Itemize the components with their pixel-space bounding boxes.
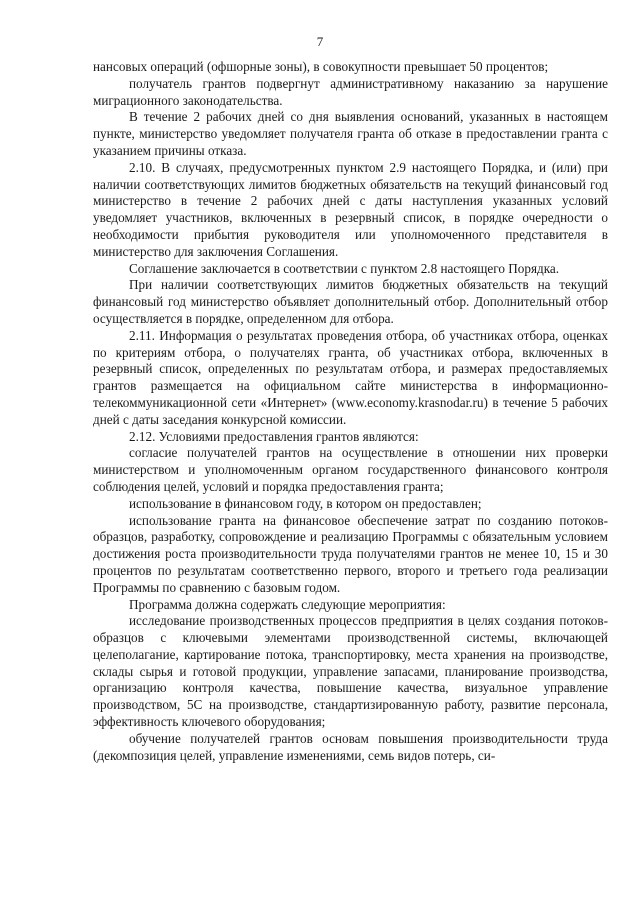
- paragraph: 2.11. Информация о результатах проведения отбора, об участниках отбора, оценках по критериям отбора, о получателях гранта, об участниках отбора, включенных в резервный список, определенных по результатам отбора, и размерах предоставляемых грантов размещается на официальном сайте министерства в информационно-телекоммуникационной сети «Интернет» (www.economy.krasnodar.ru) в течение 5 рабочих дней с даты заседания конкурсной комиссии.: [93, 327, 608, 427]
- page-number: 7: [316, 34, 324, 49]
- paragraph: использование в финансовом году, в котором он предоставлен;: [129, 495, 482, 511]
- paragraph: В течение 2 рабочих дней со дня выявления оснований, указанных в настоящем пункте, министерство уведомляет получателя гранта об отказе в предоставлении гранта с указанием причины отказа.: [93, 109, 608, 158]
- paragraph: 2.10. В случаях, предусмотренных пунктом 2.9 настоящего Порядка, и (или) при наличии соответствующих лимитов бюджетных обязательств на текущий финансовый год министерство в течение 2 рабочих дней с даты наступления указанных условий уведомляет участников, включенных в резервный список, в порядке очередности о необходимости прибытия руководителя или уполномоченного представителя в министерство для заключения Соглашения.: [93, 159, 608, 259]
- paragraph: исследование производственных процессов предприятия в целях создания потоков-образцов с ключевыми элементами производственной системы, включающей целеполагание, картирование потока, транспортировку, места хранения на производстве, склады сырья и готовой продукции, управление запасами, планирование производства, организацию контроля качества, повышение качества, визуальное управление производством, 5С на производстве, стандартизированную работу, развитие персонала, эффективность ключевого оборудования;: [93, 613, 608, 730]
- body-text: [93, 59, 608, 764]
- paragraph: Программа должна содержать следующие мероприятия:: [129, 596, 446, 612]
- paragraph: 2.12. Условиями предоставления грантов являются:: [129, 428, 419, 444]
- paragraph: получатель грантов подвергнут административному наказанию за нарушение миграционного законодательства.: [93, 75, 608, 108]
- paragraph: Соглашение заключается в соответствии с пунктом 2.8 настоящего Порядка.: [129, 260, 560, 276]
- paragraph: При наличии соответствующих лимитов бюджетных обязательств на текущий финансовый год министерство объявляет дополнительный отбор. Дополнительный отбор осуществляется в порядке, определенном для отбора.: [93, 277, 608, 326]
- paragraph: согласие получателей грантов на осуществление в отношении них проверки министерством и уполномоченным органом государственного финансового контроля соблюдения целей, условий и порядка предоставления гранта;: [93, 445, 608, 494]
- paragraph: нансовых операций (офшорные зоны), в совокупности превышает 50 процентов;: [93, 59, 549, 74]
- paragraph: использование гранта на финансовое обеспечение затрат по созданию потоков-образцов, разработку, сопровождение и реализацию Программы с обязательным условием достижения роста производительности труда получателями грантов не менее 10, 15 и 30 процентов по результатам соответственно первого, второго и третьего года реализации Программы по сравнению с базовым годом.: [93, 512, 608, 595]
- paragraph: обучение получателей грантов основам повышения производительности труда (декомпозиция целей, управление изменениями, семь видов потерь, си-: [93, 730, 608, 763]
